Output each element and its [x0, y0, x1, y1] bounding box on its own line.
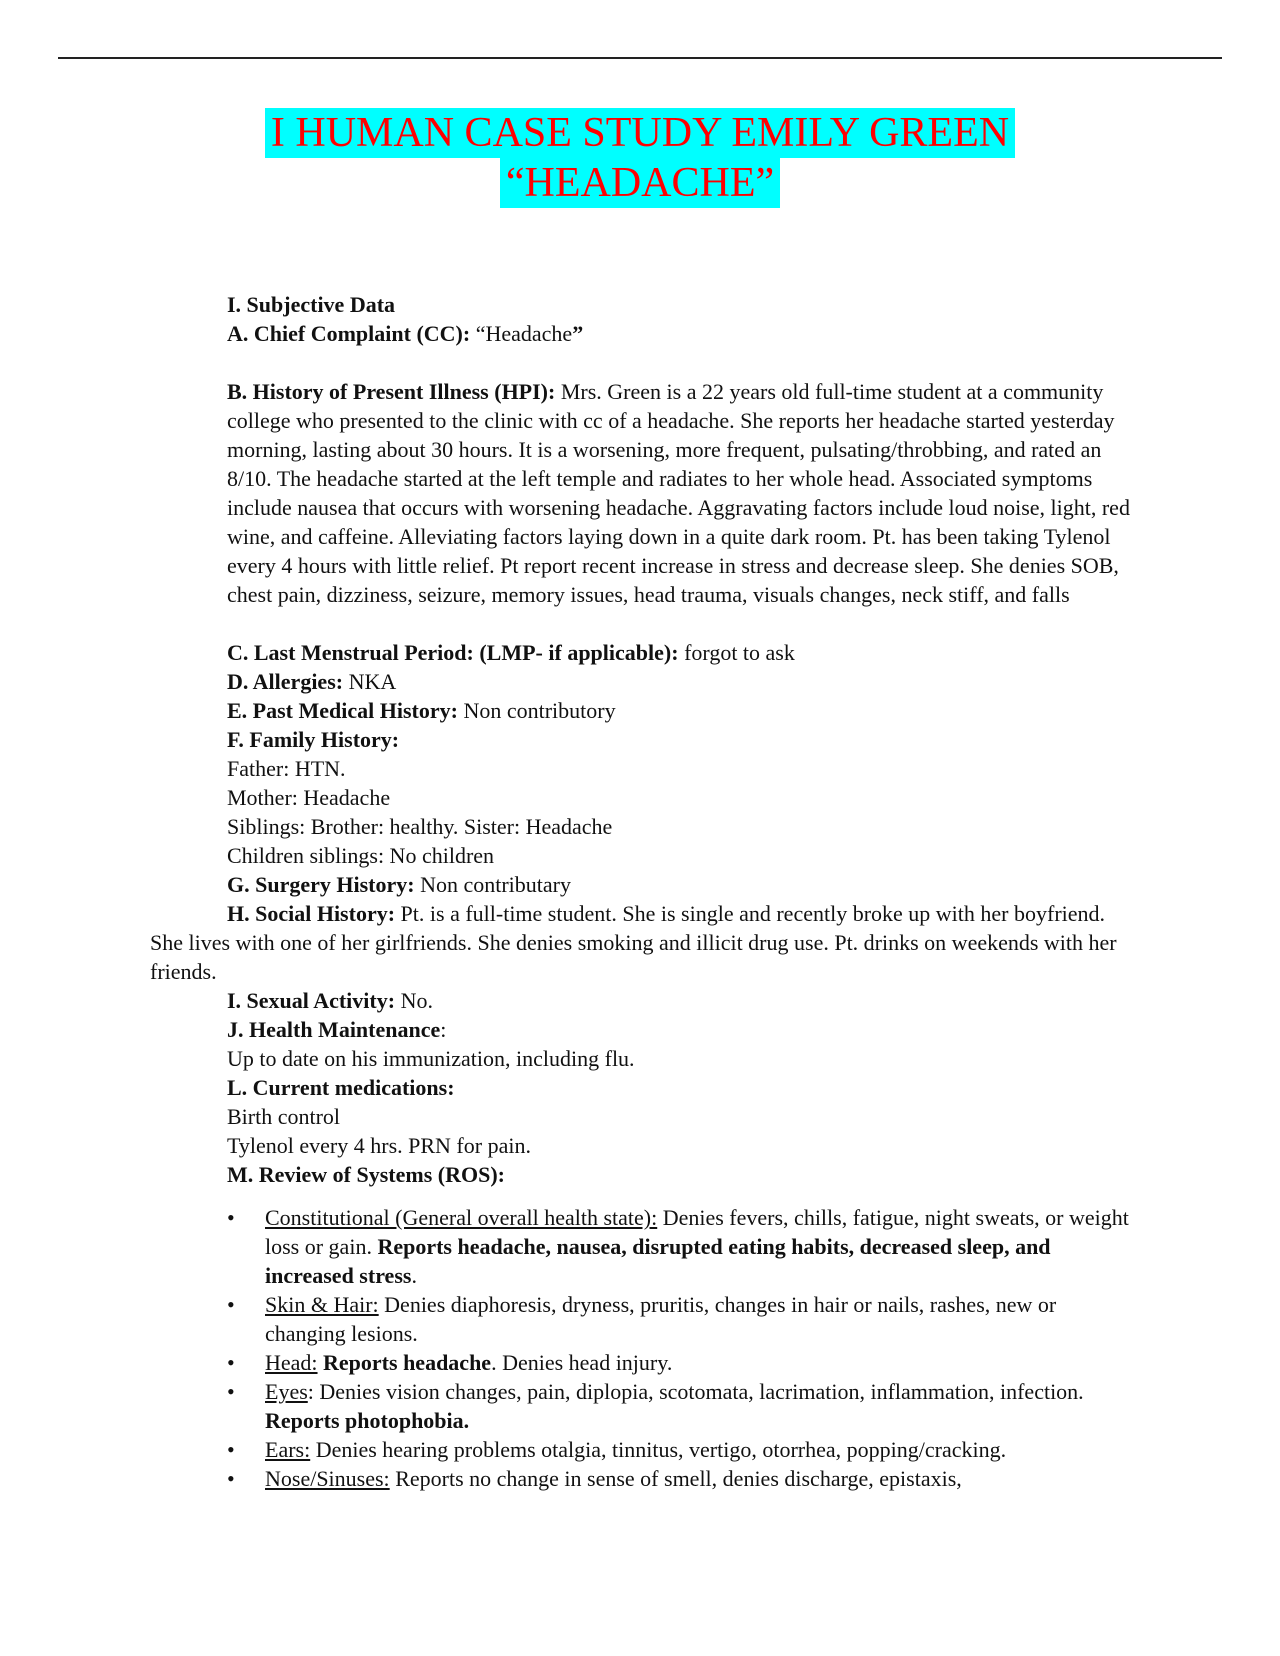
family-history-siblings: Siblings: Brother: healthy. Sister: Headache — [227, 814, 613, 839]
social-history: H. Social History: Pt. is a full-time student. She is single and recently broke up with her boyfriend. She lives with one of her girlfriends. She denies smoking and illicit drug use. Pt. drinks on weekends with her friends. — [150, 901, 1117, 984]
sexual-activity: I. Sexual Activity: No. — [227, 988, 433, 1013]
header-rule — [58, 57, 1222, 59]
bullet: • — [227, 1205, 235, 1230]
family-history-children: Children siblings: No children — [227, 843, 495, 868]
bullet: • — [227, 1437, 235, 1462]
document-body — [0, 290, 1280, 1493]
medication-item: Tylenol every 4 hrs. PRN for pain. — [227, 1133, 531, 1158]
bullet: • — [227, 1466, 235, 1491]
current-medications-heading: L. Current medications: — [227, 1075, 455, 1100]
bullet: • — [227, 1379, 235, 1404]
ros-heading: M. Review of Systems (ROS): — [227, 1162, 505, 1187]
ros-item-eyes: • Eyes: Denies vision changes, pain, diplopia, scotomata, lacrimation, inflammation, infection. Reports photophobia. — [227, 1379, 1084, 1433]
medication-item: Birth control — [227, 1104, 341, 1129]
ros-item-head: • Head: Reports headache. Denies head injury. — [227, 1350, 673, 1375]
section-heading-subjective: I. Subjective Data — [227, 292, 396, 317]
hpi-paragraph: B. History of Present Illness (HPI): Mrs. Green is a 22 years old full-time student at a community college who presented to the clinic with cc of a headache. She reports her headache started yesterday morning, lasting about 30 hours. It is a worsening, more frequent, pulsating/throbbing, and rated an 8/10. The headache started at the left temple and radiates to her whole head. Associated symptoms include nausea that occurs with worsening headache. Aggravating factors include loud noise, light, red wine, and caffeine. Alleviating factors laying down in a quite dark room. Pt. has been taking Tylenol every 4 hours with little relief. Pt report recent increase in stress and decrease sleep. She denies SOB, chest pain, dizziness, seizure, memory issues, head trauma, visuals changes, neck stiff, and falls — [227, 379, 1130, 607]
health-maintenance-text: Up to date on his immunization, including flu. — [227, 1046, 635, 1071]
ros-item-constitutional: • Constitutional (General overall health state): Denies fevers, chills, fatigue, night sweats, or weight loss or gain. Reports headache, nausea, disrupted eating habits, decreased sleep, and increased stress. — [227, 1205, 1129, 1288]
ros-item-nose: • Nose/Sinuses: Reports no change in sense of smell, denies discharge, epistaxis, — [227, 1466, 962, 1491]
ros-item-skin: • Skin & Hair: Denies diaphoresis, dryness, pruritis, changes in hair or nails, rashes, new or changing lesions. — [227, 1292, 1057, 1346]
surgery-history: G. Surgery History: Non contributary — [227, 872, 571, 897]
document-title — [0, 108, 1280, 208]
bullet: • — [227, 1350, 235, 1375]
allergies: D. Allergies: NKA — [227, 669, 397, 694]
family-history-father: Father: HTN. — [227, 756, 346, 781]
bullet: • — [227, 1292, 235, 1317]
family-history-mother: Mother: Headache — [227, 785, 391, 810]
health-maintenance-heading: J. Health Maintenance: — [227, 1017, 447, 1042]
family-history-heading: F. Family History: — [227, 727, 400, 752]
past-medical-history: E. Past Medical History: Non contributory — [227, 698, 616, 723]
chief-complaint: A. Chief Complaint (CC): “Headache” — [227, 321, 584, 346]
ros-list — [0, 1203, 1280, 1493]
ros-item-ears: • Ears: Denies hearing problems otalgia, tinnitus, vertigo, otorrhea, popping/cracking. — [227, 1437, 1007, 1462]
lmp: C. Last Menstrual Period: (LMP- if applicable): forgot to ask — [227, 640, 795, 665]
title-line-1: I HUMAN CASE STUDY EMILY GREEN — [265, 108, 1015, 158]
title-line-2: “HEADACHE” — [500, 158, 780, 208]
